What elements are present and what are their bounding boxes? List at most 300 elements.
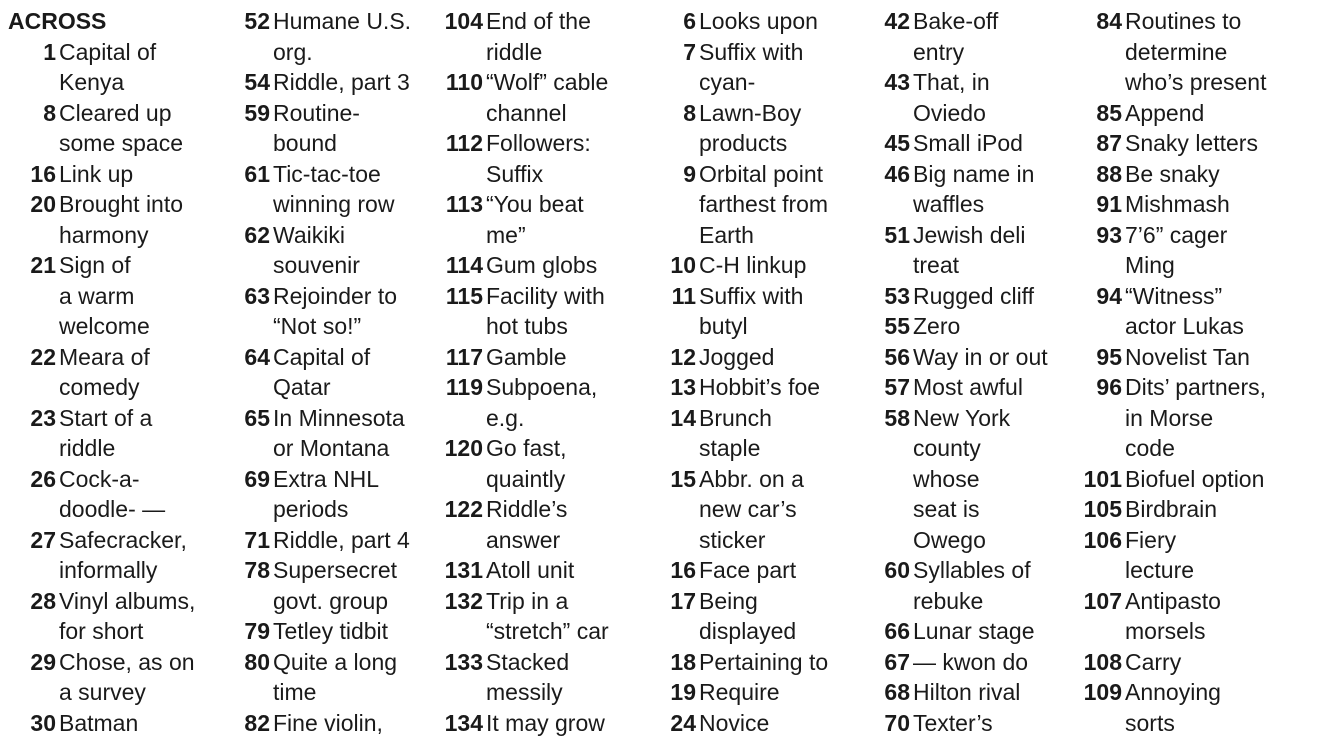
clue-item <box>1076 372 1267 464</box>
clue-number: 10 <box>670 252 696 278</box>
clue-item <box>1076 494 1267 525</box>
clue-text <box>913 159 1034 220</box>
clue-line: Rejoinder to <box>273 282 398 309</box>
clue-line: displayed <box>699 618 797 644</box>
clue-text <box>486 555 574 586</box>
clue-column-1 <box>8 6 195 738</box>
clue-line: comedy <box>59 374 140 400</box>
clue-line: hot tubs <box>486 313 568 339</box>
clue-number: 91 <box>1096 191 1122 217</box>
clue-text <box>273 6 411 67</box>
clue-number: 122 <box>444 496 483 522</box>
clue-number: 54 <box>244 69 270 95</box>
clue-number: 7 <box>683 38 696 65</box>
clue-number: 30 <box>30 709 56 736</box>
clue-text <box>273 220 360 281</box>
clue-text <box>273 616 388 647</box>
clue-item <box>876 6 1048 67</box>
clue-text <box>913 616 1034 647</box>
clue-line: some space <box>59 130 184 156</box>
clue-line: sorts <box>1125 709 1175 736</box>
clue-number: 28 <box>30 587 56 614</box>
clue-text <box>273 159 394 220</box>
clue-column-4 <box>663 6 828 738</box>
clue-item <box>435 494 609 555</box>
clue-item <box>876 342 1048 373</box>
clue-text <box>699 342 774 373</box>
clue-line: bound <box>273 130 337 156</box>
clue-number: 65 <box>244 404 270 431</box>
clue-text <box>59 586 195 647</box>
clue-text <box>59 403 152 464</box>
clue-text <box>1125 281 1244 342</box>
clue-line: It may grow <box>486 709 605 736</box>
clue-text <box>699 708 769 739</box>
clue-number: 88 <box>1096 160 1122 187</box>
clue-line: welcome <box>59 313 150 339</box>
clue-number: 106 <box>1083 526 1122 553</box>
clue-number: 120 <box>444 435 483 461</box>
clue-line: Pertaining to <box>699 648 829 675</box>
clue-text <box>913 403 1010 556</box>
clue-number: 51 <box>884 221 910 248</box>
clue-item <box>435 250 609 281</box>
clue-item <box>876 128 1048 159</box>
clue-line: Atoll unit <box>486 557 575 583</box>
clue-text <box>699 403 772 464</box>
clue-line: informally <box>59 557 158 583</box>
clue-item <box>876 708 1048 739</box>
clue-line: Cock-a- <box>59 465 140 492</box>
clue-item <box>1076 647 1267 678</box>
clue-number: 133 <box>444 648 483 675</box>
clue-line: Jewish deli <box>913 221 1026 248</box>
clue-item <box>8 342 195 403</box>
clue-line: Way in or out <box>913 343 1048 370</box>
clue-text <box>59 250 150 342</box>
clue-number: 45 <box>884 130 910 156</box>
clue-line: Big name in <box>913 160 1035 187</box>
clue-item <box>8 586 195 647</box>
clue-number: 46 <box>884 160 910 187</box>
clue-line: Qatar <box>273 374 331 400</box>
clue-number: 96 <box>1096 374 1122 400</box>
clue-line: org. <box>273 38 313 65</box>
clue-line: Biofuel option <box>1125 465 1265 492</box>
clue-text <box>486 342 567 373</box>
clue-number: 15 <box>670 465 696 492</box>
clue-line: Brunch <box>699 404 772 431</box>
clue-line: butyl <box>699 313 748 339</box>
clue-item <box>663 708 828 739</box>
clue-line: products <box>699 130 788 156</box>
clue-number: 134 <box>444 709 483 736</box>
clue-line: Hobbit’s foe <box>699 374 821 400</box>
clue-item <box>236 159 411 220</box>
clue-text <box>699 372 820 403</box>
clue-line: Routines to <box>1125 8 1242 34</box>
clue-item <box>663 250 828 281</box>
clue-text <box>1125 220 1227 281</box>
clue-item <box>663 159 828 251</box>
clue-number: 84 <box>1096 8 1122 34</box>
clue-line: Meara of <box>59 343 150 370</box>
clue-item <box>876 616 1048 647</box>
clue-line: “stretch” car <box>486 618 609 644</box>
clue-text <box>699 6 818 37</box>
clue-item <box>8 37 195 98</box>
clue-number: 119 <box>445 374 483 400</box>
clue-line: Riddle’s <box>486 496 568 522</box>
clue-line: a survey <box>59 679 146 705</box>
clue-line: — kwon do <box>913 648 1029 675</box>
clue-number: 94 <box>1096 282 1122 309</box>
clue-number: 82 <box>244 709 270 736</box>
clue-item <box>876 159 1048 220</box>
clue-line: staple <box>699 435 761 461</box>
clue-line: winning row <box>273 191 395 217</box>
clue-line: a warm <box>59 282 135 309</box>
clue-text <box>1125 342 1250 373</box>
clue-item <box>236 342 411 403</box>
clue-text <box>1125 647 1181 678</box>
clue-item <box>236 616 411 647</box>
clue-item <box>876 220 1048 281</box>
clue-line: Zero <box>913 313 961 339</box>
clue-line: actor Lukas <box>1125 313 1244 339</box>
clue-text <box>486 708 605 739</box>
clue-item <box>8 159 195 190</box>
clue-text <box>273 464 379 525</box>
clue-line: “Witness” <box>1125 282 1223 309</box>
clue-text <box>1125 586 1221 647</box>
clue-line: Be snaky <box>1125 160 1220 187</box>
clue-text <box>486 647 569 708</box>
clue-item <box>876 67 1048 128</box>
clue-number: 26 <box>30 465 56 492</box>
clue-text <box>913 677 1020 708</box>
clue-number: 60 <box>884 557 910 583</box>
clue-line: Humane U.S. <box>273 8 412 34</box>
clue-text <box>699 159 828 251</box>
clue-line: Routine- <box>273 99 360 126</box>
clue-line: channel <box>486 99 567 126</box>
clue-line: That, in <box>913 69 990 95</box>
clue-text <box>699 250 806 281</box>
clue-number: 16 <box>30 160 56 187</box>
clue-line: Capital of <box>273 343 371 370</box>
clue-number: 67 <box>884 648 910 675</box>
clue-line: treat <box>913 252 960 278</box>
across-heading: ACROSS <box>8 8 107 34</box>
clue-item <box>663 677 828 708</box>
clue-line: whose <box>913 465 980 492</box>
clue-text <box>1125 6 1267 98</box>
clue-text <box>913 555 1031 616</box>
clue-line: messily <box>486 679 563 705</box>
clue-number: 57 <box>884 374 910 400</box>
clue-line: Novice <box>699 709 770 736</box>
clue-line: Start of a <box>59 404 153 431</box>
clue-line: quaintly <box>486 465 566 492</box>
clue-text <box>699 37 803 98</box>
clue-item <box>663 403 828 464</box>
clue-line: Append <box>1125 99 1205 126</box>
clue-line: new car’s <box>699 496 797 522</box>
clue-text <box>486 494 567 555</box>
clue-text <box>913 281 1034 312</box>
clue-text <box>699 98 801 159</box>
clue-line: Novelist Tan <box>1125 343 1250 370</box>
clue-item <box>435 189 609 250</box>
clue-number: 101 <box>1083 465 1122 492</box>
clue-item <box>236 708 411 739</box>
clue-text <box>699 555 796 586</box>
clue-text <box>1125 189 1230 220</box>
clue-number: 64 <box>244 343 270 370</box>
clue-text <box>699 647 828 678</box>
clue-number: 80 <box>244 648 270 675</box>
clue-line: Quite a long <box>273 648 398 675</box>
clue-line: Most awful <box>913 374 1023 400</box>
clue-number: 9 <box>683 160 696 187</box>
clue-line: Carry <box>1125 648 1182 675</box>
clue-number: 13 <box>670 374 696 400</box>
clue-text <box>486 281 605 342</box>
clue-number: 17 <box>670 587 696 614</box>
clue-line: for short <box>59 618 144 644</box>
clue-item <box>236 281 411 342</box>
clue-number: 66 <box>884 618 910 644</box>
clue-item <box>1076 525 1267 586</box>
clue-number: 85 <box>1096 99 1122 126</box>
clue-line: Suffix with <box>699 38 804 65</box>
clue-item <box>236 67 411 98</box>
clue-number: 12 <box>670 343 696 370</box>
clue-item <box>1076 220 1267 281</box>
clue-item <box>435 586 609 647</box>
clue-item <box>435 555 609 586</box>
clue-item <box>876 403 1048 556</box>
clue-line: Oviedo <box>913 99 986 126</box>
clue-number: 58 <box>884 404 910 431</box>
clue-line: Jogged <box>699 343 775 370</box>
clue-number: 59 <box>244 99 270 126</box>
clue-item <box>876 311 1048 342</box>
clue-line: Suffix <box>486 160 544 187</box>
clue-line: Safecracker, <box>59 526 187 553</box>
clue-item <box>1076 6 1267 98</box>
clue-item <box>8 98 195 159</box>
clue-line: Rugged cliff <box>913 282 1035 309</box>
clue-line: me” <box>486 221 526 248</box>
clue-number: 42 <box>884 8 910 34</box>
clue-column-5 <box>876 6 1048 738</box>
clue-text <box>913 342 1048 373</box>
clue-line: Face part <box>699 557 797 583</box>
clue-line: Brought into <box>59 191 184 217</box>
clue-item <box>663 281 828 342</box>
clue-number: 6 <box>683 8 696 34</box>
clue-number: 55 <box>884 313 910 339</box>
clue-text <box>1125 494 1217 525</box>
clue-text <box>699 677 780 708</box>
clue-number: 63 <box>244 282 270 309</box>
clue-line: Tetley tidbit <box>273 618 389 644</box>
clue-text <box>486 372 597 433</box>
clue-number: 20 <box>30 191 56 217</box>
clue-line: “Not so!” <box>273 313 362 339</box>
clue-line: Syllables of <box>913 557 1031 583</box>
clue-line: Riddle, part 4 <box>273 526 410 553</box>
clue-number: 93 <box>1096 221 1122 248</box>
clue-line: sticker <box>699 526 766 553</box>
clue-item <box>1076 128 1267 159</box>
clue-item <box>1076 281 1267 342</box>
clue-line: farthest from <box>699 191 829 217</box>
clue-line: Ming <box>1125 252 1175 278</box>
clue-item <box>663 586 828 647</box>
clue-text <box>486 433 567 494</box>
clue-number: 69 <box>244 465 270 492</box>
clue-number: 29 <box>30 648 56 675</box>
clue-text <box>699 464 804 556</box>
clue-line: cyan- <box>699 69 756 95</box>
clue-text <box>1125 372 1266 464</box>
clue-text <box>273 647 397 708</box>
clue-item <box>876 647 1048 678</box>
clue-item <box>236 647 411 708</box>
clue-item <box>236 98 411 159</box>
clue-text <box>486 189 584 250</box>
clue-text <box>59 159 133 190</box>
clue-line: Subpoena, <box>486 374 598 400</box>
clue-text <box>486 128 591 189</box>
clue-line: Lawn-Boy <box>699 99 802 126</box>
clue-text <box>273 708 383 739</box>
clue-line: Small iPod <box>913 130 1023 156</box>
clue-item <box>876 281 1048 312</box>
clue-number: 95 <box>1096 343 1122 370</box>
clue-text <box>486 6 591 67</box>
clue-item <box>663 372 828 403</box>
clue-line: Waikiki <box>273 221 345 248</box>
clue-line: waffles <box>913 191 985 217</box>
clue-line: answer <box>486 526 561 553</box>
clue-number: 56 <box>884 343 910 370</box>
clue-column-6 <box>1076 6 1267 738</box>
clue-number: 22 <box>30 343 56 370</box>
clue-line: code <box>1125 435 1175 461</box>
clue-text <box>486 586 609 647</box>
clue-item <box>663 37 828 98</box>
clue-text <box>1125 159 1220 190</box>
clue-line: riddle <box>59 435 116 461</box>
clue-text <box>273 342 370 403</box>
clue-number: 53 <box>884 282 910 309</box>
clue-text <box>913 708 993 739</box>
clue-line: Dits’ partners, <box>1125 374 1267 400</box>
clue-number: 114 <box>445 252 483 278</box>
clue-number: 19 <box>670 679 696 705</box>
clue-item <box>8 189 195 250</box>
clue-text <box>59 647 195 708</box>
clue-line: Earth <box>699 221 754 248</box>
clue-item <box>8 403 195 464</box>
clue-item <box>435 647 609 708</box>
clue-item <box>435 372 609 433</box>
clue-text <box>59 189 183 250</box>
clue-line: Sign of <box>59 252 131 278</box>
clue-number: 70 <box>884 709 910 736</box>
clue-item <box>435 342 609 373</box>
clue-item <box>435 433 609 494</box>
clue-text <box>273 403 405 464</box>
clue-number: 112 <box>445 130 483 156</box>
clue-line: Kenya <box>59 69 125 95</box>
clue-number: 87 <box>1096 130 1122 156</box>
clue-line: Gum globs <box>486 252 598 278</box>
clue-line: Riddle, part 3 <box>273 69 410 95</box>
clue-number: 108 <box>1083 648 1122 675</box>
clue-number: 109 <box>1083 679 1122 705</box>
clue-number: 113 <box>445 191 483 217</box>
clue-line: Snaky letters <box>1125 130 1258 156</box>
clue-number: 79 <box>244 618 270 644</box>
clue-item <box>8 464 195 525</box>
clue-line: Orbital point <box>699 160 824 187</box>
clue-number: 62 <box>244 221 270 248</box>
clue-number: 110 <box>445 69 483 95</box>
clue-text <box>273 555 397 616</box>
clue-number: 16 <box>670 557 696 583</box>
clue-number: 23 <box>30 404 56 431</box>
clue-number: 52 <box>244 8 270 34</box>
clue-line: Annoying <box>1125 679 1221 705</box>
clue-number: 131 <box>444 557 483 583</box>
clue-line: harmony <box>59 221 149 248</box>
clue-item <box>236 403 411 464</box>
clue-item <box>435 67 609 128</box>
clue-line: Gamble <box>486 343 567 370</box>
clue-line: C-H linkup <box>699 252 807 278</box>
clue-text <box>1125 98 1204 129</box>
clue-item <box>1076 159 1267 190</box>
clue-text <box>913 311 960 342</box>
clue-line: or Montana <box>273 435 390 461</box>
clue-number: 21 <box>30 252 56 278</box>
clue-item <box>663 647 828 678</box>
clue-text <box>486 67 608 128</box>
clue-line: Chose, as on <box>59 648 195 675</box>
clue-line: time <box>273 679 317 705</box>
clue-column-2 <box>236 6 411 738</box>
clue-text <box>913 647 1028 678</box>
clue-line: Cleared up <box>59 99 172 126</box>
clue-number: 14 <box>670 404 696 431</box>
clue-number: 115 <box>445 282 483 309</box>
clue-text <box>913 372 1023 403</box>
clue-line: Fiery <box>1125 526 1177 553</box>
clue-line: Facility with <box>486 282 605 309</box>
clue-line: entry <box>913 38 965 65</box>
clue-line: Batman <box>59 709 139 736</box>
clue-line: determine <box>1125 38 1228 65</box>
clue-line: New York <box>913 404 1011 431</box>
clue-item <box>1076 677 1267 738</box>
clue-number: 8 <box>43 99 56 126</box>
clue-line: seat is <box>913 496 980 522</box>
